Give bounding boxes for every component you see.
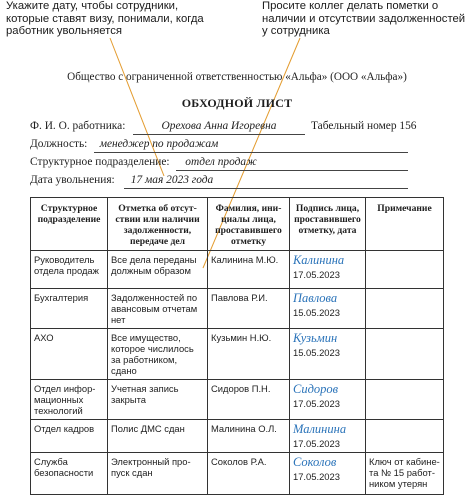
document-title: ОБХОДНОЙ ЛИСТ <box>181 96 293 110</box>
cell-mark: Задолженностей по авансовым отчетам нет <box>108 289 208 329</box>
table-header-row <box>31 198 444 251</box>
signature: Калинина <box>293 253 345 267</box>
fio-underline <box>133 134 305 135</box>
dismissal-label: Дата увольнения: <box>30 174 115 186</box>
table-row <box>31 251 444 289</box>
cell-department: Отдел кадров <box>31 420 108 453</box>
cell-department: Руководитель отдела продаж <box>31 251 108 289</box>
cell-person: Малинина О.Л. <box>208 420 290 453</box>
cell-mark: Электронный пропуск сдан <box>108 453 208 495</box>
cell-person: Соколов Р.А. <box>208 453 290 495</box>
annotation-date-hint: Укажите дату, чтобы сотрудники, которые ставят визу, понимали, когда работник увольняется <box>6 0 204 38</box>
cell-note <box>366 380 444 420</box>
position-value: менеджер по продажам <box>99 138 219 150</box>
clearance-table <box>30 197 444 495</box>
signature-date: 17.05.2023 <box>293 398 340 409</box>
department-label: Структурное подразделение: <box>30 156 170 168</box>
header-mark: Отметка об отсутствии или наличии задолженности, передаче дел <box>108 198 208 251</box>
signature-date: 17.05.2023 <box>293 438 340 449</box>
cell-note: Ключ от кабинета № 15 работником утерян <box>366 453 444 495</box>
cell-note <box>366 289 444 329</box>
signature: Сидоров <box>293 382 339 396</box>
cell-department: АХО <box>31 329 108 380</box>
cell-signature <box>290 453 366 495</box>
header-person: Фамилия, инициалы лица, проставившего отметку <box>208 198 290 251</box>
cell-person: Павлова Р.И. <box>208 289 290 329</box>
cell-mark: Все дела переданы должным образом <box>108 251 208 289</box>
annotation-debt-hint: Просите коллег делать пометки о наличии и отсутствии задолженностей у сотрудника <box>262 0 466 38</box>
fio-value: Орехова Анна Игоревна <box>161 120 277 132</box>
cell-person: Сидоров П.Н. <box>208 380 290 420</box>
position-label: Должность: <box>30 138 88 150</box>
table-row <box>31 289 444 329</box>
cell-signature <box>290 420 366 453</box>
table-row <box>31 329 444 380</box>
signature: Малинина <box>293 422 347 436</box>
department-value: отдел продаж <box>185 156 257 168</box>
tab-number: Табельный номер 156 <box>311 120 417 132</box>
table-row <box>31 420 444 453</box>
cell-mark: Все имущество, которое числилось за работником, сдано <box>108 329 208 380</box>
dismissal-underline <box>124 188 408 189</box>
cell-note <box>366 251 444 289</box>
cell-signature <box>290 251 366 289</box>
signature-date: 15.05.2023 <box>293 347 340 358</box>
cell-signature <box>290 329 366 380</box>
table-row <box>31 380 444 420</box>
cell-signature <box>290 380 366 420</box>
organization-name: Общество с ограниченной ответственностью «Альфа» (ООО «Альфа») <box>67 71 407 83</box>
cell-person: Калинина М.Ю. <box>208 251 290 289</box>
cell-note <box>366 420 444 453</box>
header-signature: Подпись лица, проставившего отметку, дата <box>290 198 366 251</box>
signature-date: 17.05.2023 <box>293 471 340 482</box>
cell-signature <box>290 289 366 329</box>
signature-date: 15.05.2023 <box>293 307 340 318</box>
cell-department: Отдел информационных технологий <box>31 380 108 420</box>
cell-mark: Полис ДМС сдан <box>108 420 208 453</box>
signature: Соколов <box>293 455 337 469</box>
fio-label: Ф. И. О. работника: <box>30 120 126 132</box>
cell-department: Служба безопасности <box>31 453 108 495</box>
department-underline <box>176 170 408 171</box>
signature: Кузьмин <box>293 331 338 345</box>
position-underline <box>94 152 408 153</box>
table-row <box>31 453 444 495</box>
cell-person: Кузьмин Н.Ю. <box>208 329 290 380</box>
signature: Павлова <box>293 291 338 305</box>
header-note: Примечание <box>366 198 444 251</box>
cell-department: Бухгалтерия <box>31 289 108 329</box>
dismissal-value: 17 мая 2023 года <box>130 174 214 186</box>
cell-mark: Учетная запись закрыта <box>108 380 208 420</box>
header-department: Структурное подразделение <box>31 198 108 251</box>
cell-note <box>366 329 444 380</box>
signature-date: 17.05.2023 <box>293 269 340 280</box>
